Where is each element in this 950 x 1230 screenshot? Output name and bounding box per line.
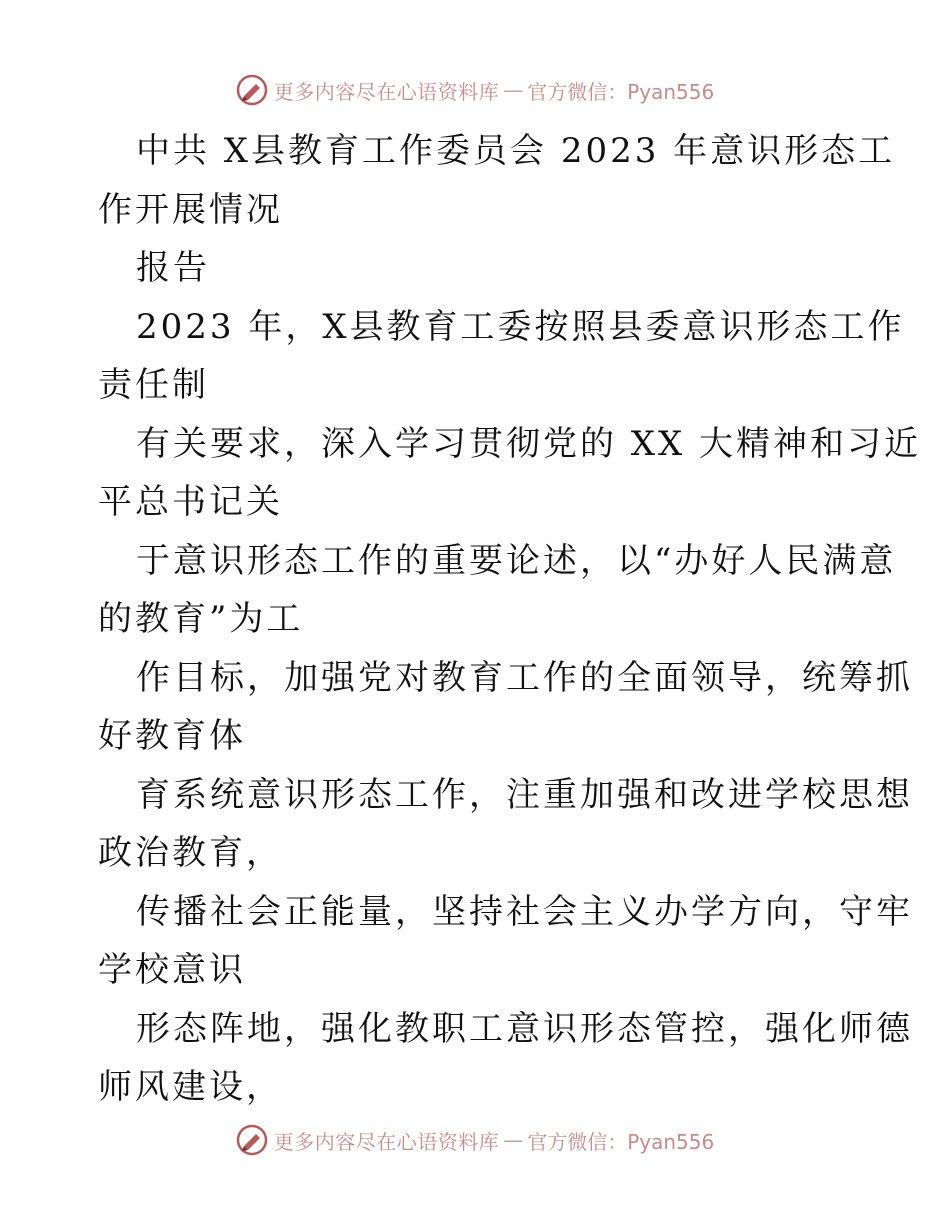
text-line: 育系统意识形态工作，注重加强和改进学校思想 — [136, 774, 913, 815]
watermark-text: 更多内容尽在心语资料库 — [273, 1129, 500, 1154]
text-line: 政治教育， — [98, 833, 283, 873]
header-watermark — [0, 70, 950, 110]
text-line: 有关要求，深入学习贯彻党的 XX 大精神和习近 — [136, 423, 922, 464]
text-line: 作开展情况 — [98, 189, 283, 230]
text-line: 平总书记关 — [98, 482, 283, 522]
watermark-text: 更多内容尽在心语资料库 — [273, 79, 500, 104]
text-line: 2023 年，X县教育工委按照县委意识形态工作 — [136, 306, 905, 347]
watermark-dash: — — [503, 78, 524, 102]
text-line: 报告 — [136, 248, 210, 288]
text-line: 师风建设， — [98, 1067, 283, 1107]
text-line: 形态阵地，强化教职工意识形态管控，强化师德 — [136, 1008, 913, 1049]
watermark-wechat: 官方微信：Pyan556 — [527, 1129, 715, 1154]
text-line: 中共 X县教育工作委员会 2023 年意识形态工 — [136, 131, 896, 171]
text-line: 作目标，加强党对教育工作的全面领导，统筹抓 — [136, 657, 913, 698]
footer-watermark — [0, 1120, 950, 1160]
pen-logo-icon — [236, 74, 268, 106]
document-body — [98, 122, 922, 1117]
text-line: 的教育”为工 — [98, 599, 304, 639]
watermark-dash: — — [503, 1128, 524, 1152]
text-line: 责任制 — [98, 365, 209, 405]
text-line: 于意识形态工作的重要论述，以“办好人民满意 — [136, 540, 897, 581]
pen-logo-icon — [236, 1124, 268, 1156]
watermark-wechat: 官方微信：Pyan556 — [527, 79, 715, 104]
text-line: 学校意识 — [98, 950, 246, 990]
text-line: 传播社会正能量，坚持社会主义办学方向，守牢 — [136, 891, 913, 932]
text-line: 好教育体 — [98, 716, 246, 756]
